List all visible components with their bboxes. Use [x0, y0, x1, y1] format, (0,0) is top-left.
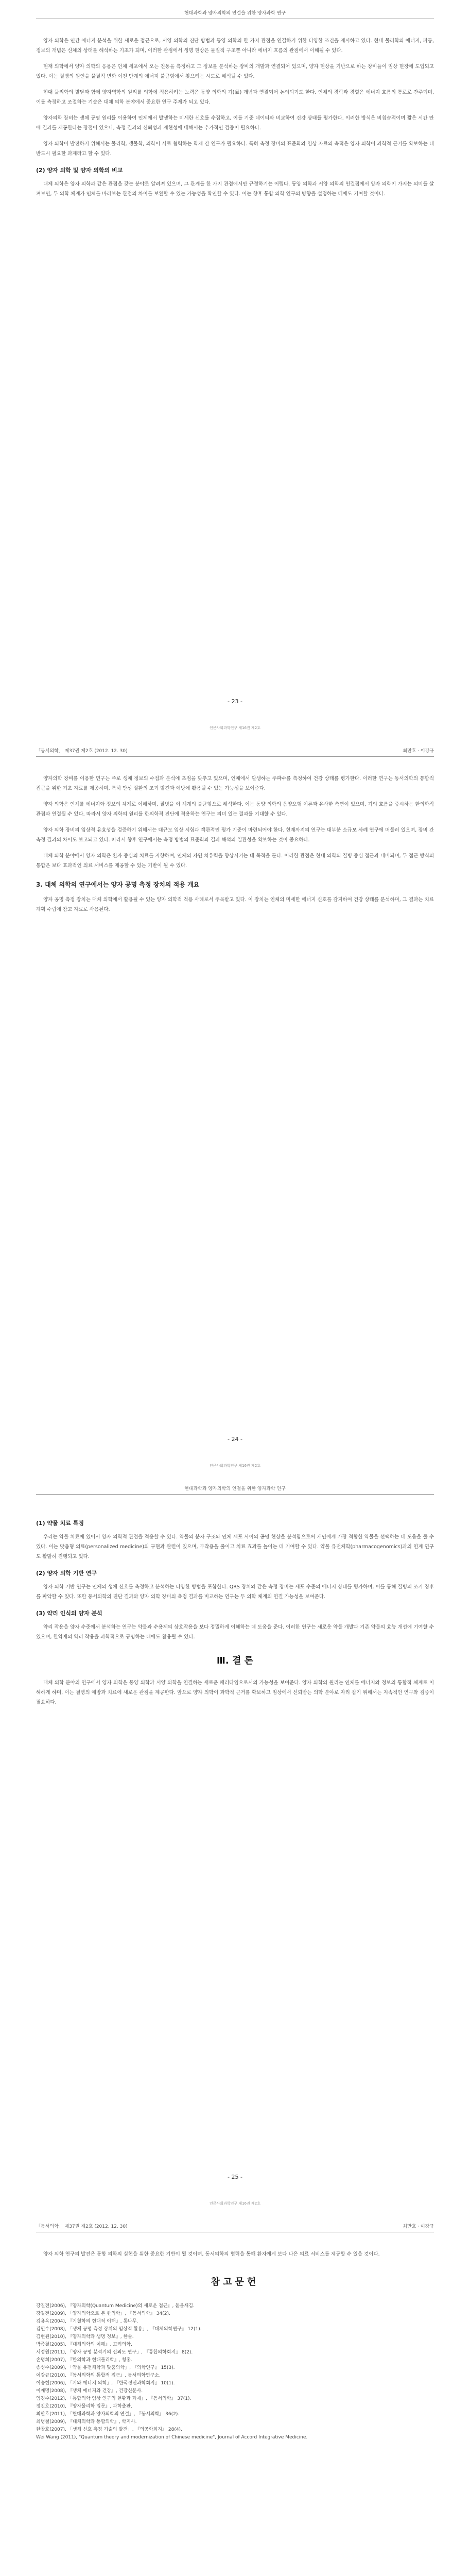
reference-item: 손명희(2007), 『한의학과 현대물리학』, 청홍. [36, 2358, 132, 2363]
conclusion-paragraph: 대체 의학 분야의 연구에서 양자 의학은 동양 의학과 서양 의학을 연결하는 새로운 패러다임으로서의 가능성을 보여준다. 양자 의학의 원리는 인체를 에너지와 정보의 통합적 체계로 이해하게 하며, 이는 질병의 예방과 치료에 새로운 관점을 제공한다. 앞으로 양자 의학이 과학적 근거를 확보하고 임상에서 신뢰받는 의학 분야로 자리 잡기 위해서는 지속적인 연구와 검증이 필요하다. [36, 1680, 434, 1705]
body-paragraph: 양자 공명 측정 장치는 대체 의학에서 활용될 수 있는 양자 의학적 적용 사례로서 주목받고 있다. 이 장치는 인체의 미세한 에너지 신호를 감지하여 건강 상태를 분석하며, 그 결과는 치료 계획 수립에 참고 자료로 사용된다. [36, 897, 434, 912]
page-footer: 인문사회과학연구 제16권 제2호 [210, 1464, 260, 1468]
reference-item: 강길전(2009), 「양자의학으로 본 한의학」, 『동서의학』 34(2). [36, 2311, 170, 2316]
reference-item: 김인수(2008), 「생체 공명 측정 장치의 임상적 활용」, 『대체의학연구』 12(1). [36, 2327, 202, 2332]
section-subheading: (1) 약물 치료 특징 [36, 1520, 84, 1527]
reference-item: 김현원(2010), 『양자의학과 생명 정보』, 한솔. [36, 2334, 134, 2340]
page-number: - 25 - [228, 2174, 242, 2180]
reference-item: 최만호(2011), 「현대과학과 양자의학의 연결」, 『동서의학』 36(2). [36, 2412, 180, 2417]
page-24 [0, 738, 470, 1476]
page-25 [0, 1476, 470, 2213]
reference-item: 박종철(2005), 『대체의학의 이해』, 고려의학. [36, 2342, 132, 2347]
reference-item: Wei Wang (2011), "Quantum theory and modernization of Chinese medicine", Journal of Accord Integrative Medicine. [36, 2435, 308, 2440]
header-rule [36, 756, 434, 757]
page-body [36, 36, 434, 205]
section-heading: 3. 대체 의학의 연구에서는 양자 공명 측정 장치의 적용 개요 [36, 881, 200, 888]
page-number: - 24 - [228, 1436, 242, 1443]
page-footer: 인문사회과학연구 제16권 제2호 [210, 726, 260, 730]
running-head: 현대과학과 양자의학의 연결을 위한 양자과학 연구 [184, 11, 286, 16]
body-paragraph: 현재 의학에서 양자 의학의 응용은 인체 세포에서 오는 진동을 측정하고 그 정보를 분석하는 장비의 개발과 연결되어 있으며, 양자 현상을 기반으로 하는 장비들이 임상 현장에 도입되고 있다. 이는 질병의 원인을 물질적 변화 이전 단계의 에너지 불균형에서 찾으려는 시도로 해석될 수 있다. [36, 64, 434, 79]
reference-item: 김용옥(2004), 『기철학의 현대적 이해』, 통나무. [36, 2319, 138, 2324]
reference-list [36, 2302, 434, 2442]
reference-item: 이재명(2008), 『생체 에너지와 건강』, 건강신문사. [36, 2388, 143, 2394]
page-26 [0, 2213, 470, 2576]
references-title: 참고문헌 [211, 2277, 259, 2287]
page-number: - 23 - [228, 698, 242, 705]
reference-item: 이강규(2010), 『동서의학의 통합적 접근』, 동서의학연구소. [36, 2373, 161, 2378]
page-footer: 인문사회과학연구 제16권 제2호 [210, 2201, 260, 2206]
body-paragraph: 양자의학 장비를 이용한 연구는 주로 생체 정보의 수집과 분석에 초점을 맞추고 있으며, 인체에서 발생하는 주파수를 측정하여 건강 상태를 평가한다. 이러한 연구는 동서의학의 통합적 접근을 위한 기초 자료를 제공하며, 특히 만성 질환의 조기 발견과 예방에 활용될 수 있는 가능성을 보여준다. [36, 776, 434, 791]
body-paragraph: 현대 물리학의 발달과 함께 양자역학의 원리를 의학에 적용하려는 노력은 동양 의학의 기(氣) 개념과 연결되어 논의되기도 한다. 인체의 경락과 경혈은 에너지 흐름의 통로로 간주되며, 이를 측정하고 조절하는 기술은 대체 의학 분야에서 중요한 연구 주제가 되고 있다. [36, 90, 434, 105]
header-rule [36, 1494, 434, 1495]
body-paragraph: 양자 의학은 인체를 에너지와 정보의 체계로 이해하며, 질병을 이 체계의 불균형으로 해석한다. 이는 동양 의학의 음양오행 이론과 유사한 측면이 있으며, 기의 흐름을 중시하는 한의학적 관점과 연결될 수 있다. 따라서 양자 의학의 원리를 한의학적 진단에 적용하는 연구는 의미 있는 결과를 기대할 수 있다. [36, 802, 434, 817]
conclusion-title: Ⅲ. 결 론 [216, 1655, 254, 1666]
author-names: 최만호 · 이강규 [403, 2224, 434, 2229]
page-body [36, 774, 434, 921]
body-paragraph: 약리 작용을 양자 수준에서 분석하는 연구는 약물과 수용체의 상호작용을 보다 정밀하게 이해하는 데 도움을 준다. 이러한 연구는 새로운 약물 개발과 기존 약물의 효능 개선에 기여할 수 있으며, 한약재의 약리 작용을 과학적으로 규명하는 데에도 활용될 수 있다. [36, 1624, 434, 1640]
page-23 [0, 0, 470, 738]
body-paragraph: 양자 의학 기반 연구는 인체의 생체 신호를 측정하고 분석하는 다양한 방법을 포함한다. QRS 장치와 같은 측정 장비는 세포 수준의 에너지 상태를 평가하며, 이를 통해 질병의 조기 징후를 파악할 수 있다. 또한 동서의학의 진단 결과와 양자 의학 장비의 측정 결과를 비교하는 연구는 두 의학 체계의 연결 가능성을 보여준다. [36, 1584, 434, 1600]
page-body [36, 2249, 434, 2442]
reference-item: 이승헌(2006), 「기와 에너지 의학」, 『한국정신과학회지』 10(1). [36, 2381, 175, 2386]
section-subheading: (2) 양자 의학 기반 연구 [36, 1570, 97, 1577]
section-subheading: (3) 약리 인식의 양자 분석 [36, 1610, 102, 1617]
journal-title: 「동서의학」 제37권 제2호 (2012. 12. 30) [36, 2224, 128, 2229]
journal-title: 「동서의학」 제37권 제2호 (2012. 12. 30) [36, 749, 128, 754]
running-head [36, 747, 434, 754]
body-paragraph: 대체 의학은 양자 의학과 같은 관점을 갖는 분야로 알려져 있으며, 그 관계를 한 가지 관점에서만 규정하기는 어렵다. 동양 의학과 서양 의학의 연결점에서 양자 의학이 가지는 의미를 살펴보면, 두 의학 체계가 인체를 바라보는 관점의 차이를 보완할 수 있는 가능성을 확인할 수 있다. 이는 향후 통합 의학 연구의 방향을 설정하는 데에도 기여할 것이다. [36, 181, 434, 197]
running-head: 현대과학과 양자의학의 연결을 위한 양자과학 연구 [184, 1486, 286, 1492]
author-names: 최만호 · 이강규 [403, 749, 434, 754]
body-paragraph: 우리는 약물 치료에 있어서 양자 의학적 관점을 적용할 수 있다. 약물의 분자 구조와 인체 세포 사이의 공명 현상을 분석함으로써 개인에게 가장 적합한 약물을 선택하는 데 도움을 줄 수 있다. 이는 맞춤형 의료(personalized medicine)의 구현과 관련이 있으며, 부작용을 줄이고 치료 효과를 높이는 데 기여할 수 있다. 약물 유전체학(pharmacogenomics)과의 연계 연구도 활발히 진행되고 있다. [36, 1534, 434, 1560]
body-paragraph: 대체 의학 분야에서 양자 의학은 환자 중심의 치료를 지향하며, 인체의 자연 치유력을 향상시키는 데 목적을 둔다. 이러한 관점은 현대 의학의 질병 중심 접근과 대비되며, 두 접근 방식의 통합은 보다 효과적인 의료 서비스를 제공할 수 있는 기반이 될 수 있다. [36, 853, 434, 869]
reference-item: 임경수(2012), 「통합의학 임상 연구의 현황과 과제」, 『동서의학』 37(1). [36, 2396, 192, 2401]
body-paragraph: 양자 의학이 발전하기 위해서는 물리학, 생물학, 의학이 서로 협력하는 학제 간 연구가 필요하다. 특히 측정 장비의 표준화와 임상 자료의 축적은 양자 의학이 과학적 근거를 확보하는 데 반드시 필요한 과제라고 할 수 있다. [36, 141, 434, 157]
section-subheading: (2) 양자 의학 및 양자 의학의 비교 [36, 167, 123, 174]
reference-item: 강길전(2006), 『양자의학(Quantum Medicine)의 새로운 접근』, 돋을새김. [36, 2303, 195, 2309]
reference-item: 서정원(2011), 「양자 공명 분석기의 신뢰도 연구」, 『통합의학회지』 8(2). [36, 2350, 193, 2355]
body-paragraph: 양자 의학 장비의 임상적 유효성을 검증하기 위해서는 대규모 임상 시험과 객관적인 평가 기준이 마련되어야 한다. 현재까지의 연구는 대부분 소규모 사례 연구에 머물러 있으며, 장비 간 측정 결과의 차이도 보고되고 있다. 따라서 향후 연구에서는 측정 방법의 표준화와 결과 해석의 일관성을 확보하는 것이 중요하다. [36, 827, 434, 843]
reference-item: 한창호(2007), 「생체 신호 측정 기술의 발전」, 『의공학회지』 28(4). [36, 2427, 182, 2432]
body-paragraph: 양자 의학 연구의 발전은 통합 의학의 실현을 위한 중요한 기반이 될 것이며, 동서의학의 협력을 통해 환자에게 보다 나은 의료 서비스를 제공할 수 있을 것이다. [43, 2251, 380, 2257]
body-paragraph: 양자 의학은 인간 에너지 분석을 위한 새로운 접근으로, 서양 의학의 진단 방법과 동양 의학의 한 가지 관점을 연결하기 위한 다양한 조건을 제시하고 있다. 현대 물리학의 에너지, 파동, 정보의 개념은 신체의 상태를 해석하는 기초가 되며, 이러한 관점에서 생명 현상은 물질적 구조뿐 아니라 에너지 흐름의 관점에서 이해될 수 있다. [36, 38, 434, 54]
reference-item: 최병철(2009), 『대체의학과 통합의학』, 학지사. [36, 2419, 137, 2425]
page-body [36, 1512, 434, 1714]
body-paragraph: 양자의학 장비는 생체 공명 원리를 이용하여 인체에서 발생하는 미세한 신호를 수집하고, 이를 기준 데이터와 비교하여 건강 상태를 평가한다. 이러한 방식은 비침습적이며 짧은 시간 안에 결과를 제공한다는 장점이 있으나, 측정 결과의 신뢰성과 재현성에 대해서는 추가적인 검증이 필요하다. [36, 115, 434, 131]
reference-item: 송성수(2009), 「약물 유전체학과 맞춤의학」, 『의학연구』 15(3). [36, 2365, 175, 2370]
running-head [36, 2223, 434, 2229]
reference-item: 정진호(2010), 『양자물리학 입문』, 과학출판. [36, 2404, 132, 2409]
